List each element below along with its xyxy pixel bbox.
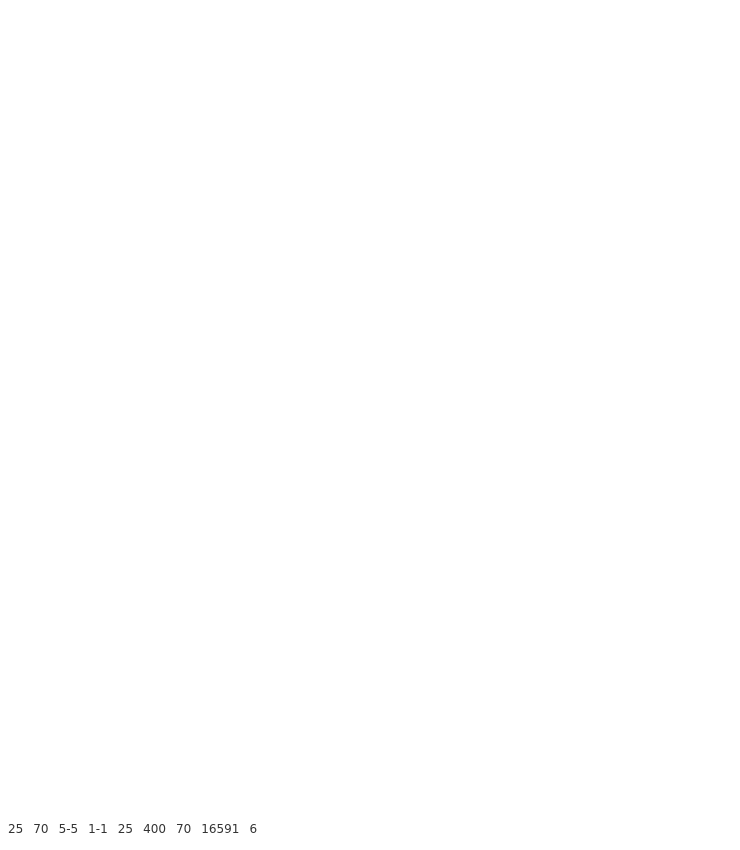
article2-headline bbox=[8, 302, 732, 338]
number-8: 6 bbox=[249, 822, 258, 836]
article1-headline bbox=[8, 4, 732, 40]
number-5: 400 bbox=[143, 822, 166, 836]
number-4: 25 bbox=[117, 822, 134, 836]
number-1: 70 bbox=[33, 822, 49, 836]
number-7: 16591 bbox=[201, 822, 240, 836]
article1-body bbox=[8, 44, 732, 296]
article2-body bbox=[8, 342, 732, 822]
number-6: 70 bbox=[175, 822, 192, 836]
number-0: 25 bbox=[8, 822, 24, 836]
number-2: 5-5 bbox=[58, 822, 79, 836]
visible-numbers bbox=[8, 822, 732, 836]
number-3: 1-1 bbox=[88, 822, 108, 836]
